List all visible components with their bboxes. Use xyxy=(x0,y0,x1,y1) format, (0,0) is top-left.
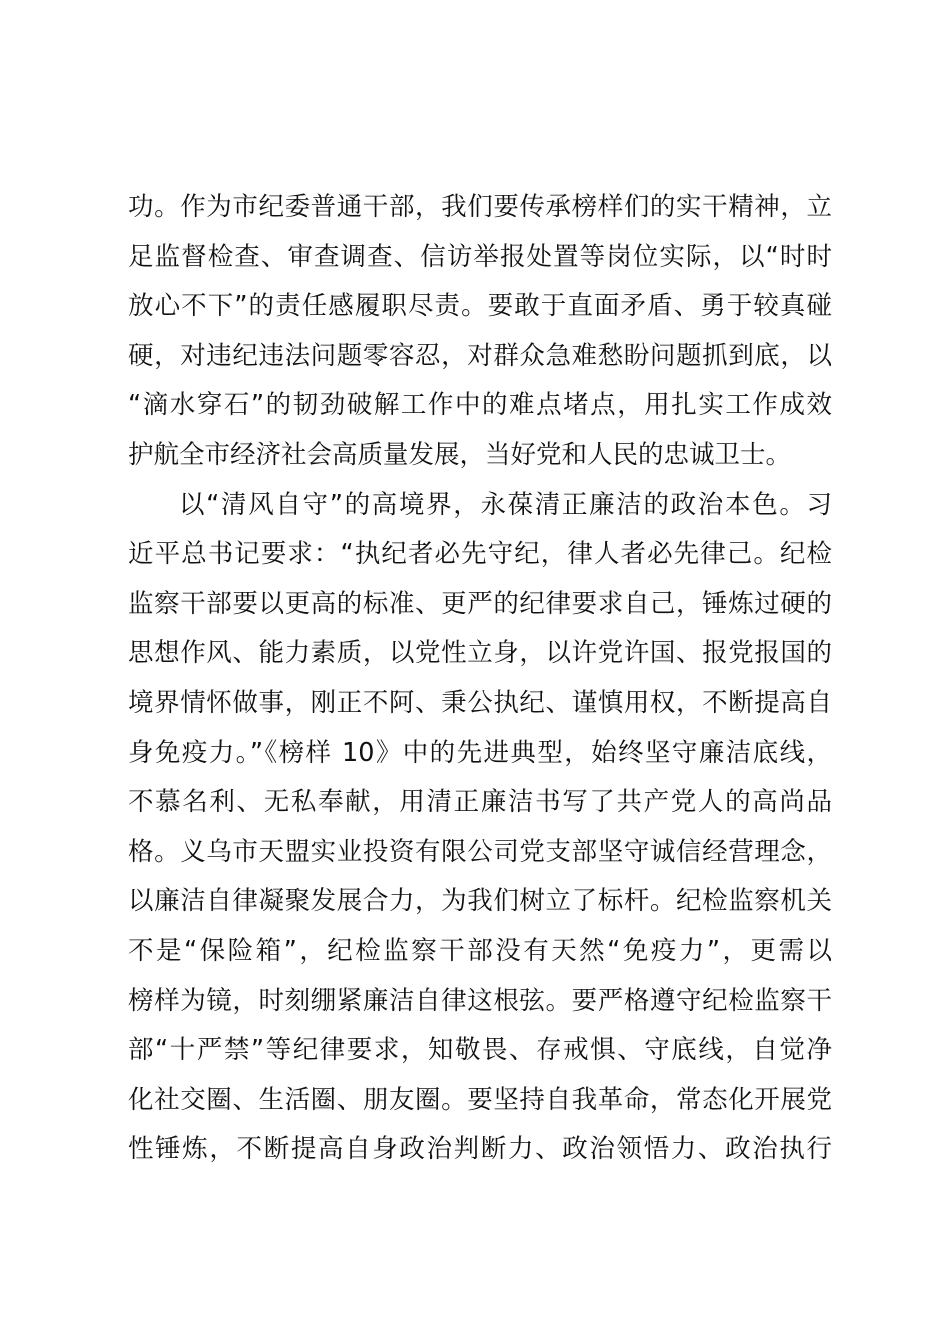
text-line: 不是“保险箱”，纪检监察干部没有天然“免疫力”，更需以 xyxy=(128,935,832,966)
document-page xyxy=(128,183,832,1175)
paragraph-1 xyxy=(128,183,832,481)
text-line: 不慕名利、无私奉献，用清正廉洁书写了共产党人的高尚品 xyxy=(128,787,832,818)
text-line: 护航全市经济社会高质量发展，当好党和人民的忠诚卫士。 xyxy=(128,439,792,470)
text-line: 以廉洁自律凝聚发展合力，为我们树立了标杆。纪检监察机关 xyxy=(128,886,832,917)
text-line: 榜样为镜，时刻绷紧廉洁自律这根弦。要严格遵守纪检监察干 xyxy=(128,985,832,1016)
text-line: 化社交圈、生活圈、朋友圈。要坚持自我革命，常态化开展党 xyxy=(128,1084,832,1115)
text-line: 境界情怀做事，刚正不阿、秉公执纪、谨慎用权，不断提高自 xyxy=(128,687,832,718)
text-line: 格。义乌市天盟实业投资有限公司党支部坚守诚信经营理念， xyxy=(128,836,832,867)
text-line: 思想作风、能力素质，以党性立身，以许党许国、报党报国的 xyxy=(128,638,832,669)
text-line: 硬，对违纪违法问题零容忍，对群众急难愁盼问题抓到底，以 xyxy=(128,340,832,371)
text-line: “滴水穿石”的韧劲破解工作中的难点堵点，用扎实工作成效 xyxy=(128,390,832,421)
text-line: 足监督检查、审查调查、信访举报处置等岗位实际，以“时时 xyxy=(128,241,832,272)
text-line: 以“清风自守”的高境界，永葆清正廉洁的政治本色。习 xyxy=(179,489,832,520)
text-line: 功。作为市纪委普通干部，我们要传承榜样们的实干精神，立 xyxy=(128,192,832,222)
text-line: 身免疫力。”《榜样 10》中的先进典型，始终坚守廉洁底线， xyxy=(128,737,832,768)
text-line: 性锤炼，不断提高自身政治判断力、政治领悟力、政治执行 xyxy=(128,1134,832,1165)
text-line: 监察干部要以更高的标准、更严的纪律要求自己，锤炼过硬的 xyxy=(128,588,832,619)
paragraph-2 xyxy=(128,481,832,1175)
text-line: 近平总书记要求：“执纪者必先守纪，律人者必先律己。纪检 xyxy=(128,539,832,570)
text-line: 放心不下”的责任感履职尽责。要敢于直面矛盾、勇于较真碰 xyxy=(128,291,832,322)
text-line: 部“十严禁”等纪律要求，知敬畏、存戒惧、守底线，自觉净 xyxy=(128,1035,832,1066)
